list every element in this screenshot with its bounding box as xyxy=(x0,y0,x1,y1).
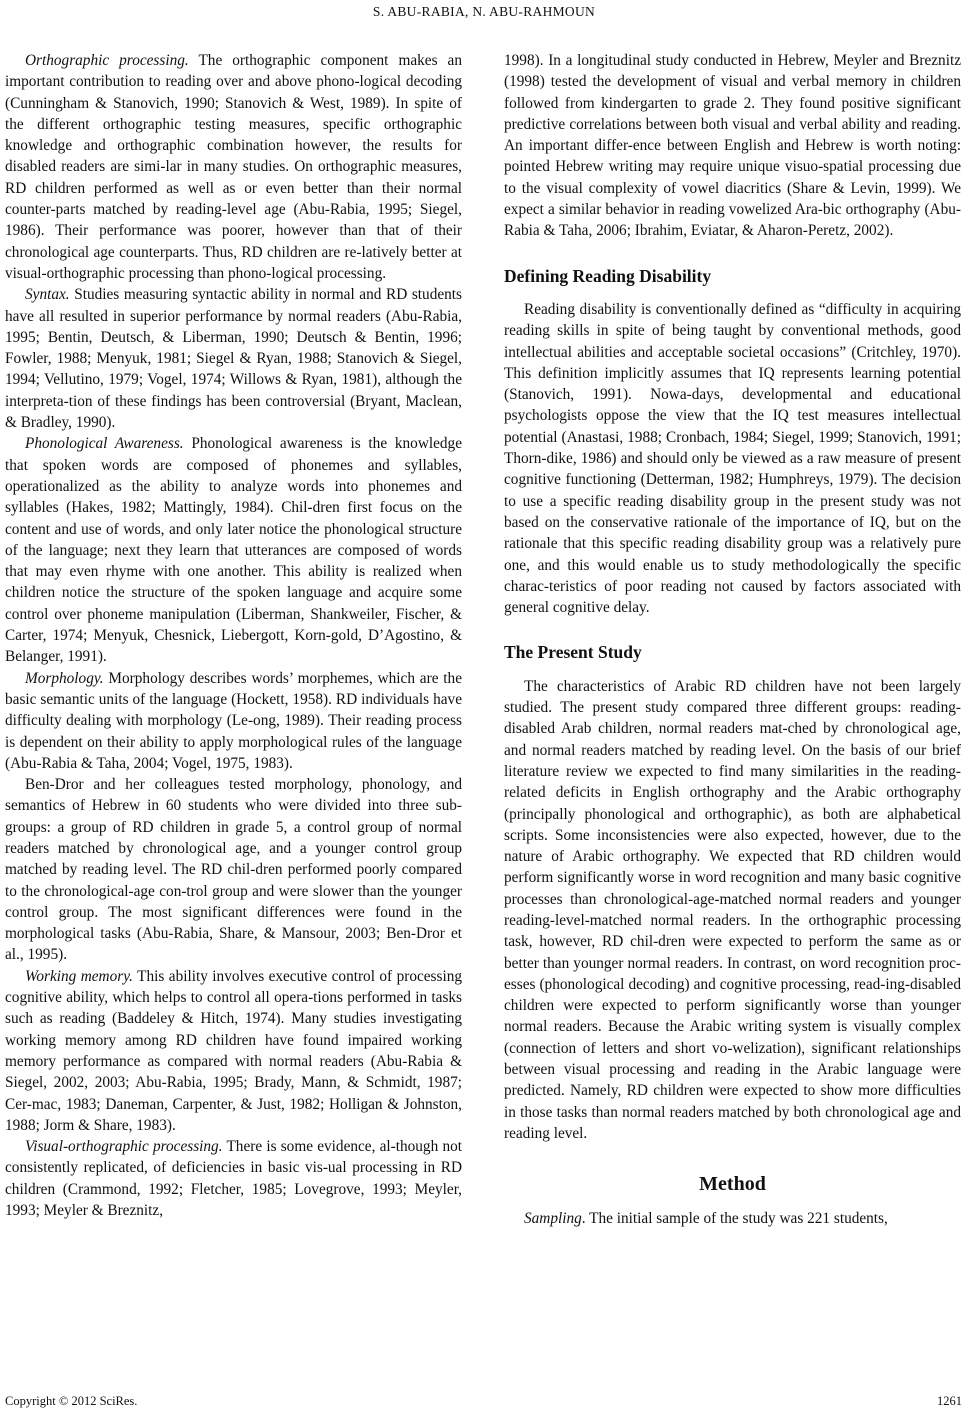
paragraph-lead: Morphology. xyxy=(25,669,104,687)
paragraph-text: Morphology describes words’ morphemes, which are the basic semantic units of the language (Hockett, 1958). RD individuals have difficulty dealing with morphology (Le-ong, 1989). Their reading process is dependent on their ability to apply morphological rules of the language (Abu-Rabia & Taha, 2004; Vogel, 1975, 1983). xyxy=(5,669,462,772)
paragraph-syntax xyxy=(5,284,462,433)
paragraph-phonological-awareness xyxy=(5,433,462,667)
paragraph-text: This ability involves executive control of processing cognitive ability, which helps to control all opera-tions performed in tasks such as reading (Baddeley & Hitch, 1974). Many studies investigating working memory among RD children have found impaired working memory performance as compared with normal readers (Abu-Rabia & Siegel, 2002, 2003; Abu-Rabia, 1995; Brady, Mann, & Schmidt, 1987; Cer-mac, 1983; Daneman, Carpenter, & Just, 1982; Holligan & Johnston, 1988; Jorm & Share, 1983). xyxy=(5,967,462,1134)
paragraph-lead: Orthographic processing. xyxy=(25,52,189,69)
paragraph-text: . The initial sample of the study was 221 students, xyxy=(581,1209,888,1227)
paragraph-lead: Syntax. xyxy=(25,286,70,304)
paragraph-text: Phonological awareness is the knowledge that spoken words are composed of phonemes and syllables, operationalized as the ability to analyze words into phonemes and syllables (Hakes, 1982; Mattingly, 1984). Chil-dren first focus on the content and use of words, and only later notice the phonological structure of the language; next they learn that utterances are composed of words that may even rhyme with one another. This ability is realized when children notice the structure of the spoken language and acquire some control over phoneme manipulation (Liberman, Shankweiler, Fischer, & Carter, 1974; Menyuk, Chesnick, Liebergott, Korn-gold, D’Agostino, & Belanger, 1991). xyxy=(5,435,462,666)
paragraph-morphology xyxy=(5,668,462,774)
paragraph-lead: Sampling xyxy=(524,1209,582,1227)
copyright-notice: Copyright © 2012 SciRes. xyxy=(5,1394,138,1408)
paragraph-text: There is some evidence, al-though not consistently replicated, of deficiencies in basic vis-ual processing in RD children (Crammond, 1992; Fletcher, 1985; Lovegrove, 1993; Meyler, 1993; Meyler & Breznitz, xyxy=(5,1138,462,1220)
paragraph-lead: Phonological Awareness. xyxy=(25,435,184,453)
paragraph-present-study: The characteristics of Arabic RD children have not been largely studied. The present study compared three different groups: reading-disabled Arab children, normal readers mat-ched by chronological age, and normal readers matched by reading level. On the basis of our brief literature review we expected to find many similarities in the reading-related deficits in English orthography and the Arabic orthography (principally phonological and orthographic), as both are alphabetical scripts. Some inconsistencies were also expected, however, due to the nature of Arabic orthography. We expected that RD children would perform significantly worse in word recognition and many basic cognitive processes than chronological-age-matched normal readers and younger reading-level-matched normal readers. In the orthographic processing task, however, RD chil-dren were expected to perform the same as or better than younger normal readers. In contrast, on word recognition proc-esses (phonological decoding) and cognitive processing, read-ing-disabled children were expected to perform significantly worse than younger normal readers. Because the Arabic writing system is visually complex (connection of letters and short vo-welization), significant relationships between visual processing and reading in the Arabic language were predicted. Namely, RD children were expected to show more difficulties in those tasks than normal readers matched by both chronological age and reading level. xyxy=(504,677,961,1142)
paragraph-orthographic-processing xyxy=(5,50,462,284)
paragraph-ben-dror xyxy=(5,774,462,966)
paragraph-text: Ben-Dror and her colleagues tested morphology, phonology, and semantics of Hebrew in 60 students who were divided into three sub-groups: a group of RD children in grade 5, a control group of normal readers matched by chronological age, and a younger control group matched by reading level. The RD chil-dren performed poorly compared to the chronological-age con-trol group and were slower than the younger control group. The most significant differences were found in the morphological tasks (Abu-Rabia, Share, & Mansour, 2003; Ben-Dror et al., 1995). xyxy=(5,776,462,964)
paragraph-visual-orthographic xyxy=(5,1136,462,1221)
paragraph-continuation: 1998). In a longitudinal study conducted in Hebrew, Meyler and Breznitz (1998) tested the development of visual and verbal memory in children followed from kindergarten to grade 2. They found positive significant predictive correlations between both visual and verbal ability and reading. An important differ-ence between English and Hebrew is worth noting: pointed Hebrew writing may require unique visuo-spatial processing due to the visual complexity of vowel diacritics (Share & Levin, 1999). We expect a similar behavior in reading vowelized Ara-bic orthography (Abu-Rabia & Taha, 2006; Ibrahim, Eviatar, & Aharon-Peretz, 2002). xyxy=(504,52,961,240)
heading-present-study: The Present Study xyxy=(504,642,642,663)
paragraph-text: The orthographic component makes an important contribution to reading over and above phono-logical decoding (Cunningham & Stanovich, 1990; Stanovich & West, 1989). In spite of the different orthographic testing measures, specific orthographic knowledge and orthographic combination however, the results for disabled readers are simi-lar in many studies. On orthographic measures, RD children performed as well as or even better than their normal counter-parts matched by reading-level age (Abu-Rabia, 1995; Siegel, 1986). Their performance was poorer, however than that of their chronological age counterparts. Thus, RD children are re-latively better at visual-orthographic processing than phono-logical processing. xyxy=(5,52,462,282)
paragraph-text: Studies measuring syntactic ability in normal and RD students have all resulted in superior performance by normal readers (Abu-Rabia, 1995; Bentin, Deutsch, & Liberman, 1990; Deutsch & Bentin, 1996; Fowler, 1988; Menyuk, 1981; Siegel & Ryan, 1988; Stanovich & Siegel, 1994; Vellutino, 1979; Vogel, 1974; Willows & Ryan, 1981), although the interpreta-tion of these findings has been controversial (Bryant, Maclean, & Bradley, 1990). xyxy=(5,286,462,432)
paragraph-defining-reading-disability: Reading disability is conventionally defined as “difficulty in acquiring reading skills in spite of being taught by conventional methods, good intellectual abilities and acceptable societal occasions” (Critchley, 1970). This definition implicitly assumes that IQ represents learning potential (Stanovich, 1991). Nowa-days, developmental and educational psychologists oppose the view that the IQ test measures intellectual potential (Anastasi, 1988; Cronbach, 1984; Siegel, 1999; Stanovich, 1991; Thorn-dike, 1986) and should only be viewed as a raw measure of present cognitive functioning (Detterman, 1982; Humphreys, 1979). The decision to use a specific reading disability group in the present study was not based on the conservative rationale of the importance of IQ, but on the rationale that this specific reading disability group was a relatively pure one, and this would enable us to study methodologically the specific charac-teristics of poor reading not caused by factors associated with general cognitive delay. xyxy=(504,300,961,617)
paragraph-lead: Working memory. xyxy=(25,967,133,985)
paragraph-working-memory xyxy=(5,966,462,1136)
heading-method: Method xyxy=(699,1173,766,1196)
paragraph-lead: Visual-orthographic processing. xyxy=(25,1138,223,1156)
right-column xyxy=(504,50,961,1229)
heading-defining-reading-disability: Defining Reading Disability xyxy=(504,265,712,286)
paragraph-sampling xyxy=(504,1208,961,1229)
left-column xyxy=(5,50,462,1221)
running-head: S. ABU-RABIA, N. ABU-RAHMOUN xyxy=(372,4,596,19)
page-number: 1261 xyxy=(937,1394,962,1408)
